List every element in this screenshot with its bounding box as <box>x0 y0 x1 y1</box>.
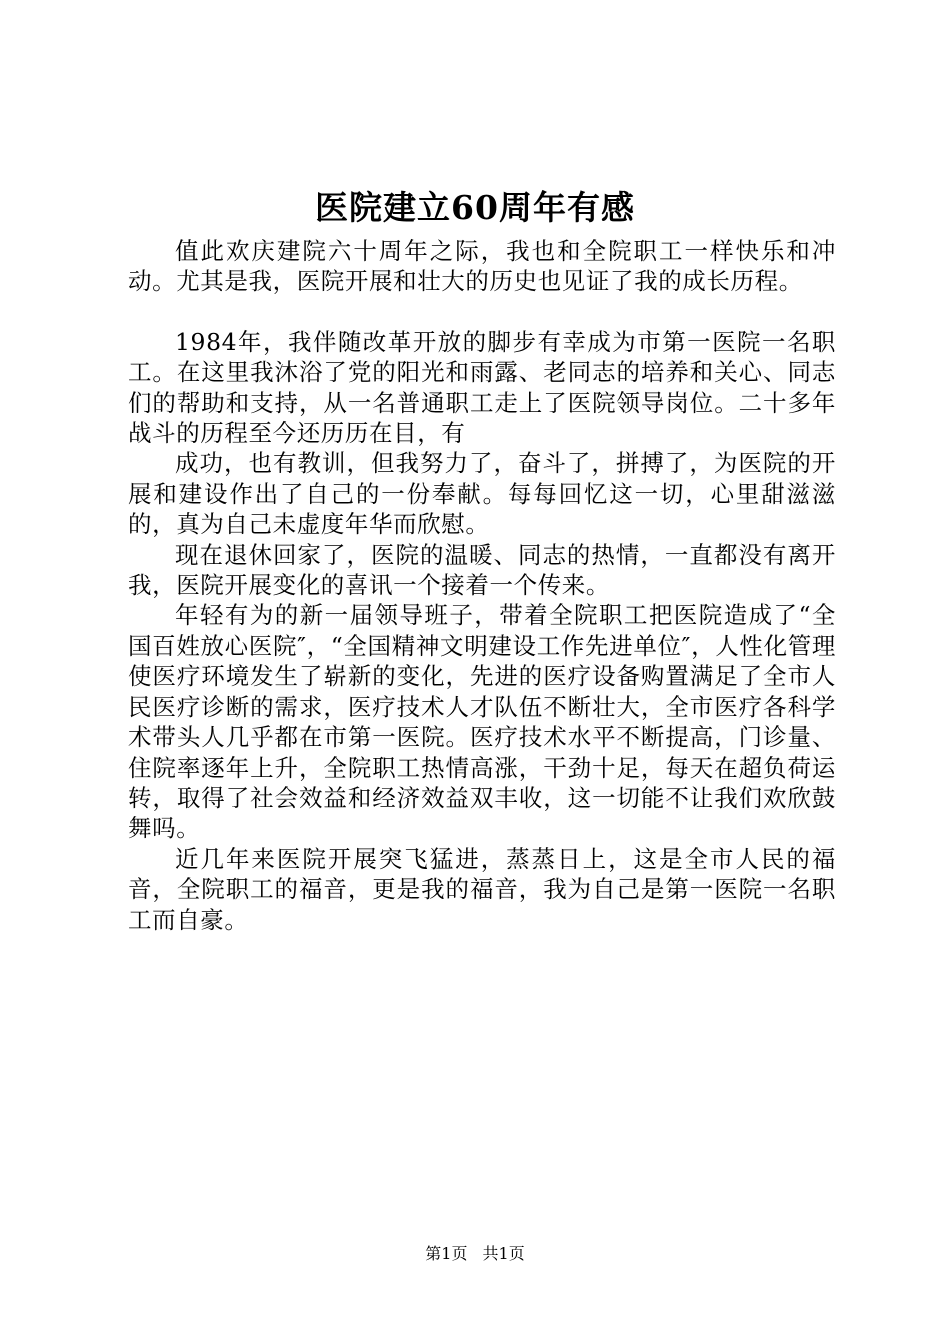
page-number-total: 共1页 <box>482 1244 525 1263</box>
paragraph-3: 成功，也有教训，但我努力了，奋斗了，拼搏了，为医院的开展和建设作出了自己的一份奉献。每每回忆这一切，心里甜滋滋的，真为自己未虚度年华而欣慰。 <box>128 449 836 539</box>
paragraph-4: 现在退休回家了，医院的温暖、同志的热情，一直都没有离开我，医院开展变化的喜讯一个接着一个传来。 <box>128 540 836 600</box>
paragraph-2: 1984年，我伴随改革开放的脚步有幸成为市第一医院一名职工。在这里我沐浴了党的阳光和雨露、老同志的培养和关心、同志们的帮助和支持，从一名普通职工走上了医院领导岗位。二十多年战斗的历程至今还历历在目，有 <box>128 327 836 448</box>
page-number-current: 第1页 <box>425 1244 468 1263</box>
paragraph-6: 近几年来医院开展突飞猛进，蒸蒸日上，这是全市人民的福音，全院职工的福音，更是我的福音，我为自己是第一医院一名职工而自豪。 <box>128 844 836 934</box>
document-body <box>128 236 836 935</box>
paragraph-5: 年轻有为的新一届领导班子，带着全院职工把医院造成了“全国百姓放心医院″，“全国精神文明建设工作先进单位″，人性化管理使医疗环境发生了崭新的变化，先进的医疗设备购置满足了全市人民医疗诊断的需求，医疗技术人才队伍不断壮大，全市医疗各科学术带头人几乎都在市第一医院。医疗技术水平不断提高，门诊量、住院率逐年上升，全院职工热情高涨，干劲十足，每天在超负荷运转，取得了社会效益和经济效益双丰收，这一切能不让我们欢欣鼓舞吗。 <box>128 601 836 843</box>
page-title: 医院建立60周年有感 <box>315 188 635 227</box>
page-footer <box>0 1243 950 1265</box>
paragraph-1: 值此欢庆建院六十周年之际，我也和全院职工一样快乐和冲动。尤其是我，医院开展和壮大的历史也见证了我的成长历程。 <box>128 237 836 296</box>
